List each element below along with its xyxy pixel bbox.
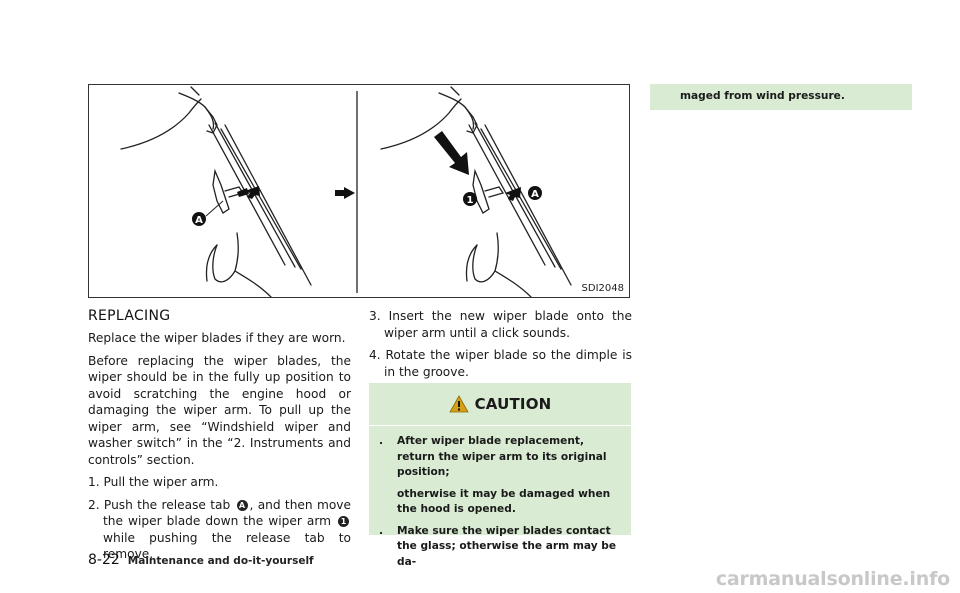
step-4: 4. Rotate the wiper blade so the dimple is in the groove.	[369, 348, 632, 379]
label-1: 1	[466, 195, 474, 206]
step-2-text-c: while pushing the release tab to remove.	[103, 530, 351, 561]
left-wiper-arm	[209, 125, 285, 265]
paragraph-1: Replace the wiper blades if they are worn.	[88, 331, 346, 345]
step-2-text-a: 2. Push the release tab	[88, 497, 235, 512]
wiper-illustration	[88, 84, 630, 298]
caution-header	[369, 383, 631, 426]
step-1: 1. Pull the wiper arm.	[88, 475, 219, 489]
page-number: 8-22	[88, 552, 120, 568]
transition-arrow-icon	[335, 187, 355, 199]
label-a-right: A	[531, 189, 539, 200]
bullet: .	[379, 435, 384, 447]
paragraph-2: Before replacing the wiper blades, the wiper should be in the fully up position to avoid scratching the engine hood or damaging the wiper arm. To pull up the wiper arm, see “Windshield wiper and washer switch” in the “2. Instruments and controls” section.	[88, 353, 351, 467]
caution-title: CAUTION	[474, 395, 552, 413]
caution-item-1-continued: otherwise it may be damaged when the hood is opened.	[397, 487, 611, 515]
caution-item-2-text: Make sure the wiper blades contact the glass; otherwise the arm may be da-	[397, 524, 617, 568]
right-bottom-hand	[473, 233, 498, 282]
label-a-left: A	[195, 215, 203, 226]
wiper-diagram	[89, 85, 629, 297]
badge-a: A	[237, 500, 248, 511]
section-heading: REPLACING	[88, 308, 171, 324]
footer-section-name: Maintenance and do-it-yourself	[127, 555, 314, 567]
warning-icon	[449, 395, 469, 413]
badge-1: 1	[338, 516, 349, 527]
caution-item-2	[379, 524, 621, 571]
bullet: .	[379, 524, 384, 537]
caution-continuation-box	[650, 84, 912, 110]
caution-item-1-text: After wiper blade replacement, return the wiper arm to its original position;	[397, 435, 607, 478]
step-3: 3. Insert the new wiper blade onto the wiper arm until a click sounds.	[369, 309, 632, 340]
caution-box	[369, 383, 631, 568]
watermark: carmanualsonline.info	[715, 568, 950, 590]
left-top-hand	[121, 99, 201, 149]
middle-column	[369, 308, 632, 386]
figure-code: SDI2048	[581, 283, 624, 294]
caution-item-1	[379, 434, 621, 481]
left-column	[88, 308, 351, 569]
page-footer	[88, 552, 314, 568]
caution-items	[369, 426, 631, 570]
move-down-arrow-icon	[434, 131, 469, 175]
step-2-text-b: , and then move the wiper blade down the wiper arm	[103, 497, 351, 528]
caution-item-2-continued: maged from wind pressure.	[680, 90, 845, 102]
left-bottom-hand	[213, 233, 238, 282]
